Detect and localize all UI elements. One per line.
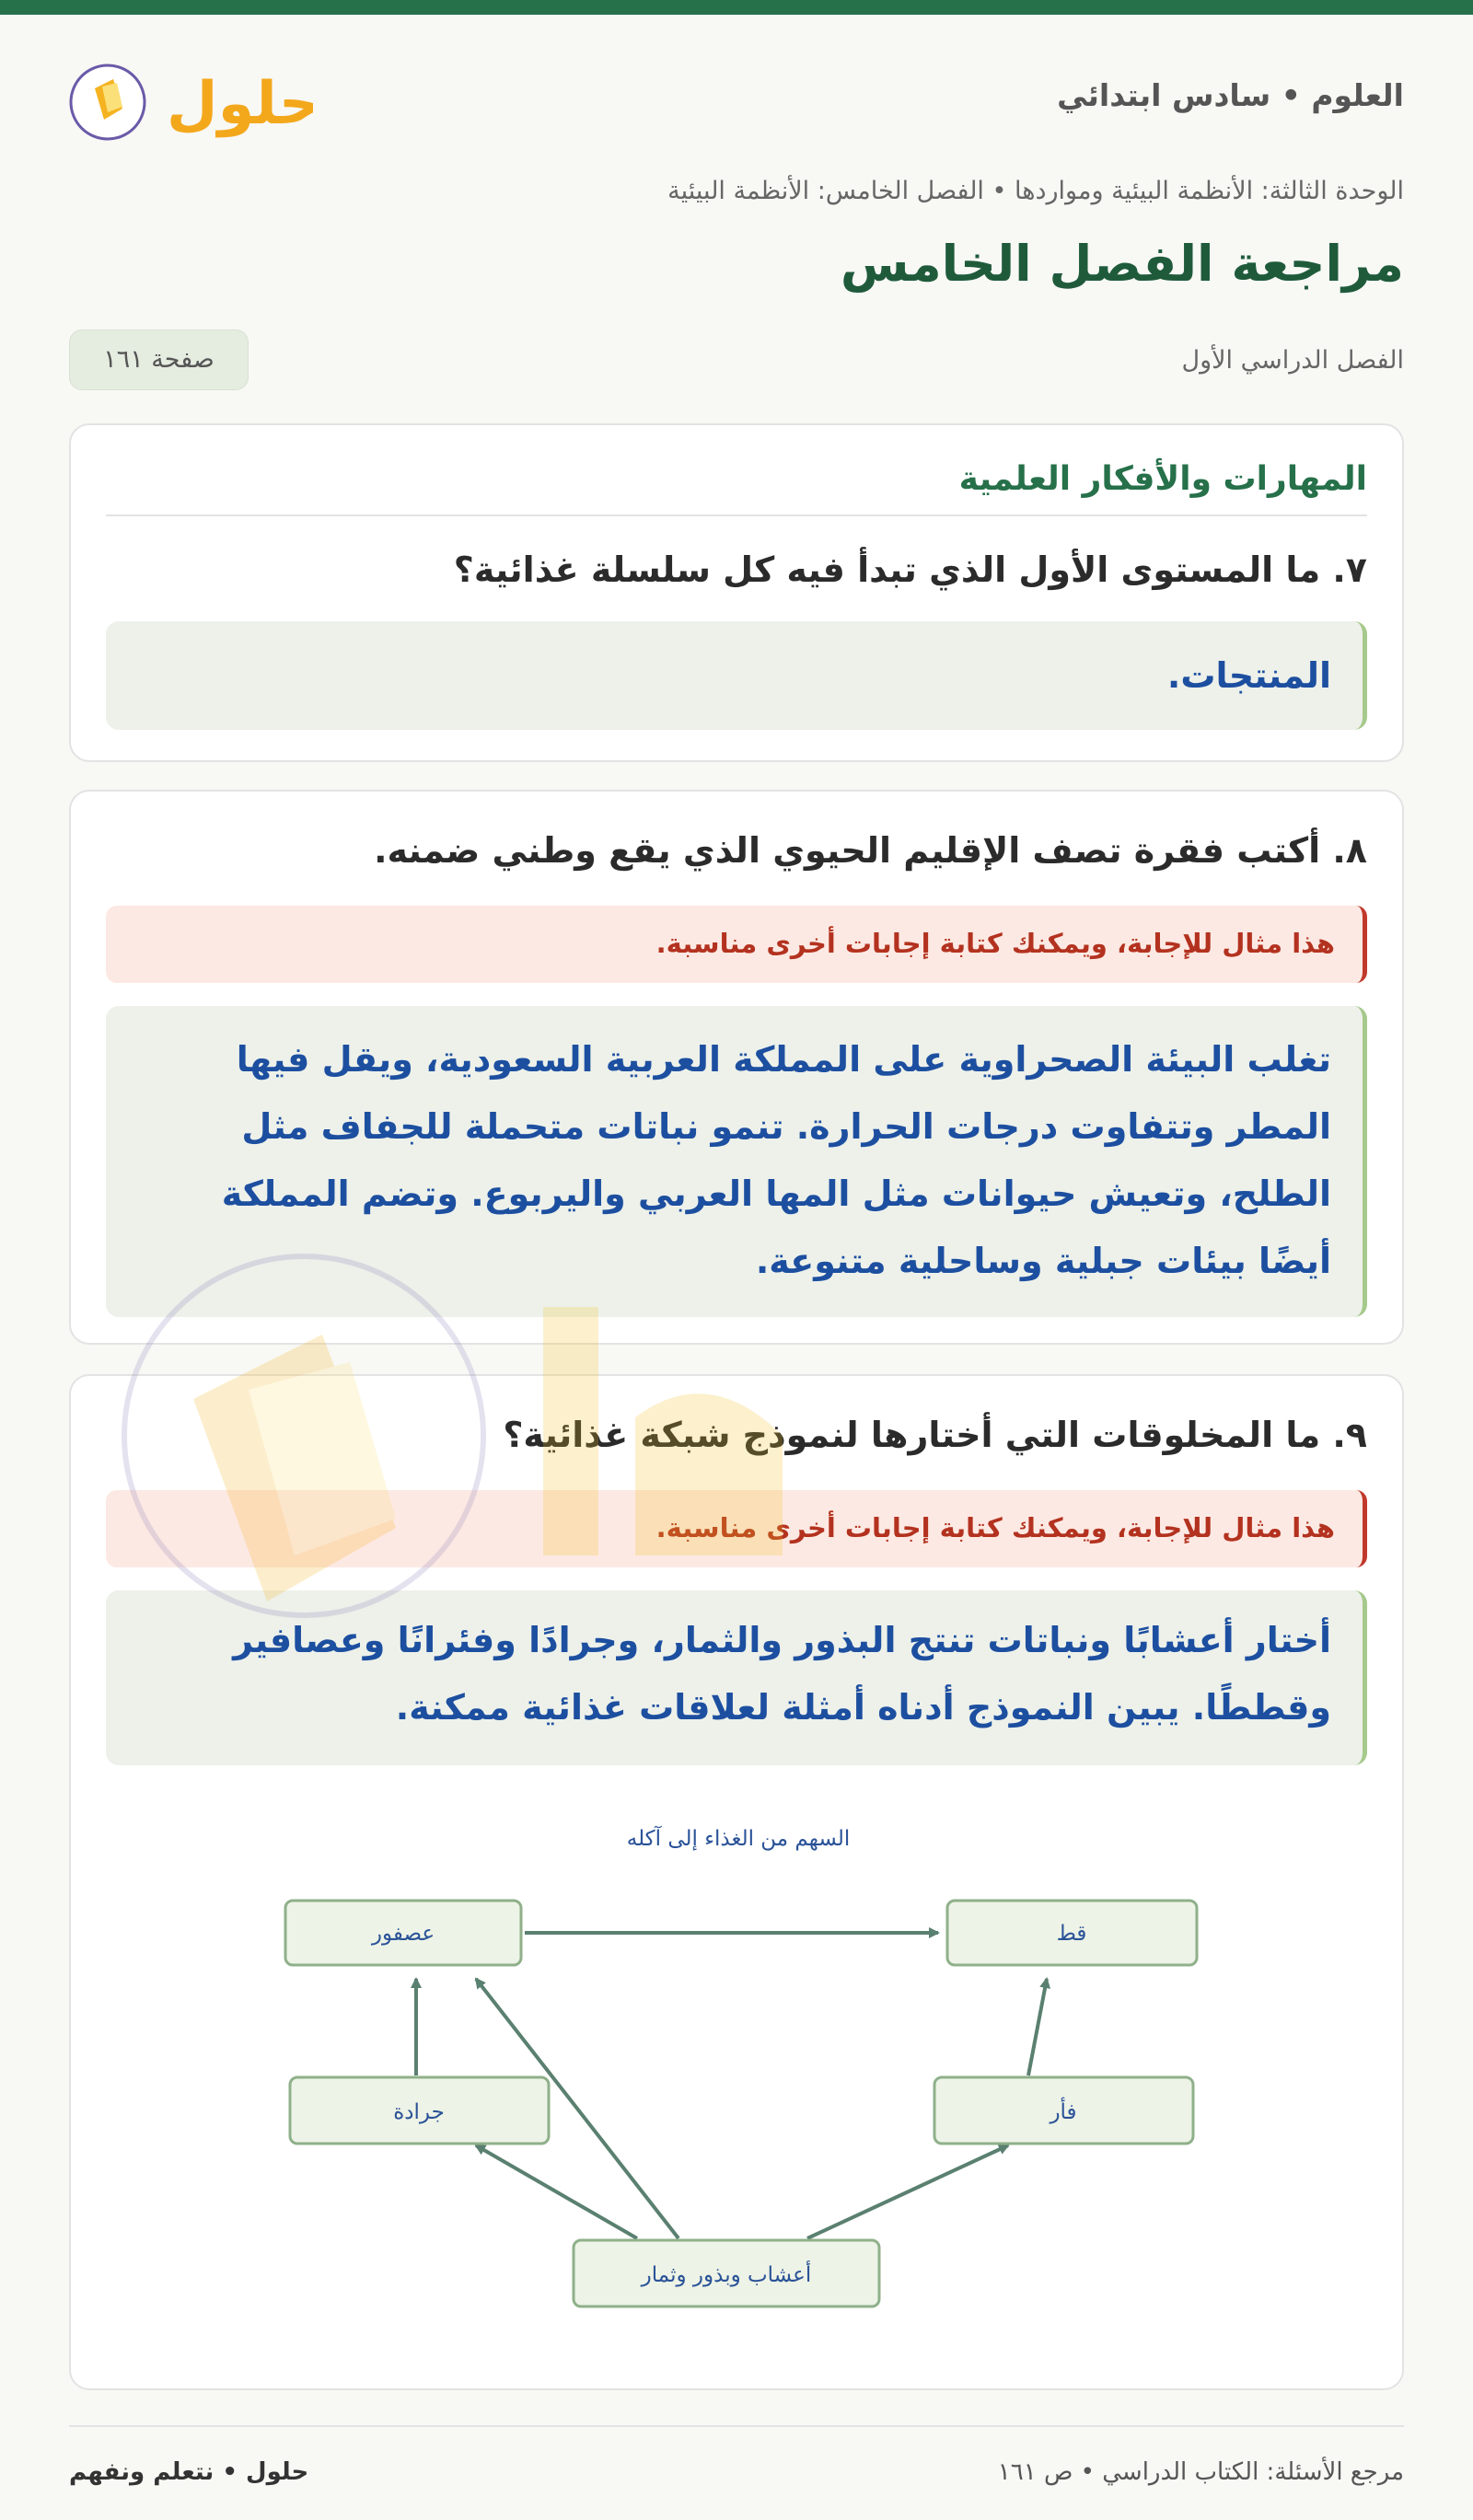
- section-title: المهارات والأفكار العلمية: [106, 460, 1367, 516]
- node-mouse: [934, 2077, 1193, 2144]
- node-plants: [574, 2240, 879, 2306]
- node-cat: [947, 1901, 1197, 1965]
- food-web-diagram: [71, 1376, 1406, 2392]
- svg-text:فأر: فأر: [1050, 2100, 1077, 2124]
- node-locust: [290, 2077, 549, 2144]
- svg-text:جرادة: جرادة: [393, 2100, 445, 2124]
- semester-label: الفصل الدراسي الأول: [1181, 346, 1404, 375]
- footer-reference: مرجع الأسئلة: الكتاب الدراسي • ص ١٦١: [997, 2458, 1404, 2486]
- page-number-badge: صفحة ١٦١: [69, 329, 249, 390]
- question-9: ٩. ما المخلوقات التي أختارها لنموذج شبكة غذائية؟: [503, 1415, 1367, 1455]
- breadcrumb: الوحدة الثالثة: الأنظمة البيئية ومواردها • الفصل الخامس: الأنظمة البيئية: [667, 177, 1404, 205]
- question-card-7: [69, 423, 1404, 762]
- node-sparrow: [285, 1901, 521, 1965]
- logo-text: حلول: [167, 70, 313, 138]
- svg-text:أعشاب وبذور وثمار: أعشاب وبذور وثمار: [641, 2263, 812, 2287]
- example-note-8: هذا مثال للإجابة، ويمكنك كتابة إجابات أخرى مناسبة.: [106, 906, 1367, 983]
- answer-7: المنتجات.: [106, 621, 1367, 730]
- subject-label: العلوم • سادس ابتدائي: [1057, 77, 1404, 113]
- top-accent-bar: [0, 0, 1473, 15]
- svg-text:قط: قط: [1056, 1922, 1087, 1946]
- page-footer: [69, 2425, 1404, 2490]
- answer-8: تغلب البيئة الصحراوية على المملكة العربية السعودية، ويقل فيها المطر وتتفاوت درجات الحرارة. تنمو نباتات متحملة للجفاف مثل الطلح، وتعيش حيوانات مثل المها العربي واليربوع. وتضم المملكة أيضًا بيئات جبلية وساحلية متنوعة.: [106, 1006, 1367, 1317]
- question-8: ٨. أكتب فقرة تصف الإقليم الحيوي الذي يقع وطني ضمنه.: [374, 830, 1367, 871]
- arrow-plants-to-mouse: [807, 2145, 1008, 2238]
- question-card-8: [69, 790, 1404, 1345]
- svg-text:عصفور: عصفور: [371, 1922, 435, 1946]
- example-note-9: هذا مثال للإجابة، ويمكنك كتابة إجابات أخرى مناسبة.: [106, 1490, 1367, 1567]
- page-header: [69, 52, 1404, 144]
- answer-9: أختار أعشابًا ونباتات تنتج البذور والثمار، وجرادًا وفئرانًا وعصافير وقططًا. يبين النموذج أدناه أمثلة لعلاقات غذائية ممكنة.: [106, 1590, 1367, 1765]
- arrow-plants-to-locust: [476, 2145, 637, 2238]
- footer-brand: حلول • نتعلم ونفهم: [69, 2458, 309, 2486]
- question-7: ٧. ما المستوى الأول الذي تبدأ فيه كل سلسلة غذائية؟: [453, 549, 1367, 590]
- hulul-logo[interactable]: [69, 52, 313, 144]
- diagram-caption: السهم من الغذاء إلى آكله: [626, 1827, 851, 1851]
- arrow-mouse-to-cat: [1028, 1979, 1047, 2075]
- page-title: مراجعة الفصل الخامس: [840, 235, 1404, 293]
- logo-graphic: [69, 52, 313, 144]
- question-card-9: [69, 1374, 1404, 2390]
